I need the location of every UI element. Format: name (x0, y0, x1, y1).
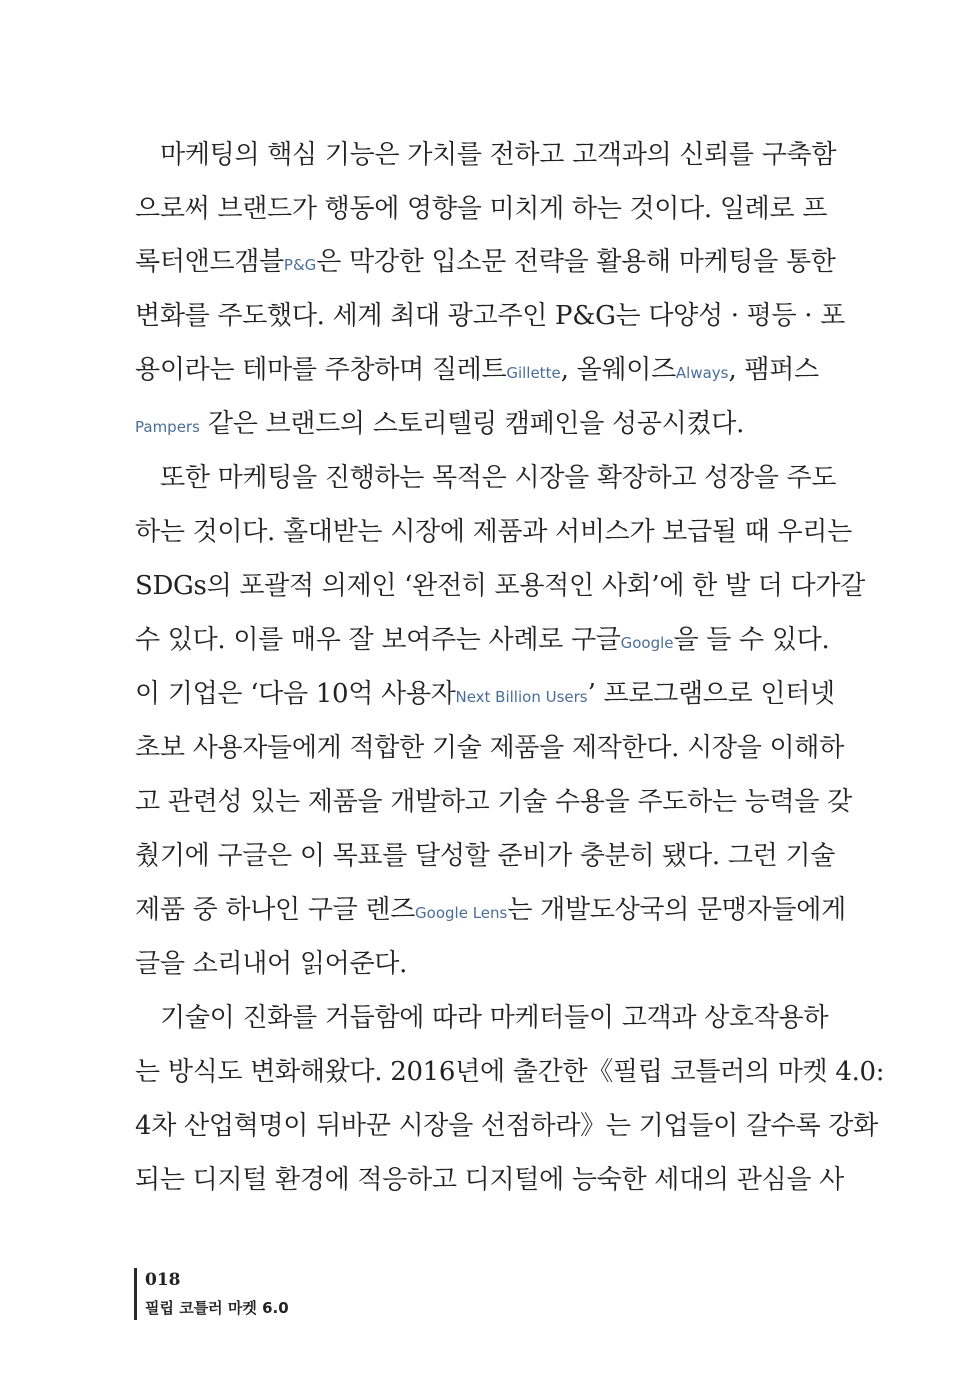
text-run: 췄기에 구글은 이 목표를 달성할 준비가 충분히 됐다. 그런 기술 (135, 841, 836, 871)
text-run: 는 방식도 변화해왔다. 2016년에 출간한《필립 코틀러의 마켓 4.0: (135, 1057, 885, 1087)
text-line (135, 1109, 878, 1143)
text-line (135, 623, 830, 660)
text-run: 하는 것이다. 홀대받는 시장에 제품과 서비스가 보급될 때 우리는 (135, 517, 852, 547)
text-line (135, 1163, 844, 1197)
text-run: 마케팅의 핵심 기능은 가치를 전하고 고객과의 신뢰를 구축함 (160, 140, 837, 170)
text-line (135, 731, 844, 765)
text-run: , 팸퍼스 (728, 355, 819, 385)
text-line (135, 893, 846, 930)
running-footer-title: 필립 코틀러 마켓 6.0 (145, 1299, 289, 1317)
text-run: SDGs의 포괄적 의제인 ‘완전히 포용적인 사회’에 한 발 더 다가갈 (135, 571, 865, 601)
english-gloss: Always (675, 364, 729, 382)
text-run: 글을 소리내어 읽어준다. (135, 949, 408, 979)
text-line (135, 192, 828, 226)
text-run: 4차 산업혁명이 뒤바꾼 시장을 선점하라》는 기업들이 갈수록 강화 (135, 1111, 878, 1141)
text-run: 는 개발도상국의 문맹자들에게 (507, 895, 846, 925)
text-run: 으로써 브랜드가 행동에 영향을 미치게 하는 것이다. 일례로 프 (135, 194, 828, 224)
english-gloss: Next Billion Users (455, 688, 588, 706)
text-run: 용이라는 테마를 주창하며 질레트 (135, 355, 507, 385)
text-line (135, 785, 852, 819)
english-gloss: Gillette (506, 364, 561, 382)
page-number: 018 (145, 1270, 181, 1290)
english-gloss: Google Lens (415, 904, 508, 922)
text-line (135, 407, 785, 444)
text-line (135, 947, 785, 981)
text-line (135, 245, 836, 282)
english-gloss: P&G (283, 256, 317, 274)
text-run: 초보 사용자들에게 적합한 기술 제품을 제작한다. 시장을 이해하 (135, 733, 844, 763)
text-run: 변화를 주도했다. 세계 최대 광고주인 P&G는 다양성 · 평등 · 포 (135, 301, 846, 331)
text-line (160, 461, 837, 495)
footer-divider (134, 1268, 137, 1320)
text-run: 또한 마케팅을 진행하는 목적은 시장을 확장하고 성장을 주도 (160, 463, 837, 493)
text-run: , 올웨이즈 (560, 355, 676, 385)
text-run: 수 있다. 이를 매우 잘 보여주는 사례로 구글 (135, 625, 621, 655)
text-run: 되는 디지털 환경에 적응하고 디지털에 능숙한 세대의 관심을 사 (135, 1165, 844, 1195)
text-run: 록터앤드갬블 (135, 247, 284, 277)
text-run: 같은 브랜드의 스토리텔링 캠페인을 성공시켰다. (199, 409, 745, 439)
text-run: 고 관련성 있는 제품을 개발하고 기술 수용을 주도하는 능력을 갖 (135, 787, 852, 817)
text-run: 을 들 수 있다. (673, 625, 830, 655)
english-gloss: Google (620, 634, 674, 652)
text-line (135, 299, 846, 333)
text-line (160, 1001, 829, 1035)
text-line (135, 839, 836, 873)
text-run: 기술이 진화를 거듭함에 따라 마케터들이 고객과 상호작용하 (160, 1003, 829, 1033)
text-line (160, 138, 837, 172)
text-line (135, 1055, 885, 1089)
text-line (135, 515, 852, 549)
text-line (135, 677, 835, 714)
text-line (135, 569, 865, 603)
text-line (135, 353, 819, 390)
english-gloss: Pampers (135, 418, 200, 436)
text-run: ’ 프로그램으로 인터넷 (587, 679, 835, 709)
text-run: 제품 중 하나인 구글 렌즈 (135, 895, 416, 925)
text-run: 은 막강한 입소문 전략을 활용해 마케팅을 통한 (316, 247, 836, 277)
text-run: 이 기업은 ‘다음 10억 사용자 (135, 679, 456, 709)
